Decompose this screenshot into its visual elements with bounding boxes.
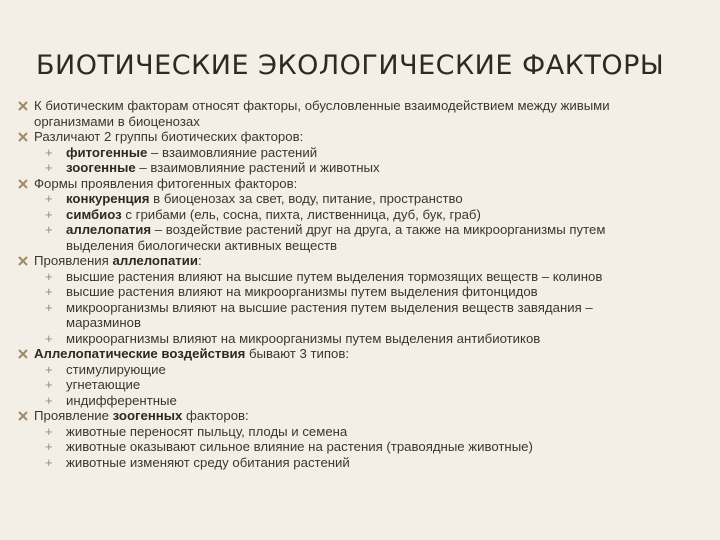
plus-icon: + [45, 284, 53, 299]
plus-icon: + [45, 330, 53, 346]
term: фитогенные [66, 144, 148, 160]
sub-bullet-item [18, 160, 708, 176]
plus-icon: + [45, 439, 53, 454]
term: зоогенных [112, 408, 183, 423]
sub-bullet-text: высшие растения влияют на высшие путем выделения тормозящих веществ – колинов [66, 268, 603, 284]
term: Аллелопатические воздействия [34, 346, 246, 361]
sub-bullet-item [18, 362, 708, 378]
bullet-text: бывают 3 типов: [245, 346, 350, 361]
bullet-text: Проявление [34, 408, 113, 423]
x-mark-icon [18, 179, 28, 189]
sub-bullet-text-cont: маразминов [66, 315, 142, 330]
sub-bullet-text: микроорагнизмы влияют на микроорганизмы путем выделения антибиотиков [66, 330, 541, 346]
sub-bullet-text: – взаимовлияние растений и животных [135, 160, 380, 175]
plus-icon: + [45, 191, 53, 206]
x-mark-icon [18, 411, 28, 421]
plus-icon: + [45, 423, 53, 439]
bullet-text-cont: организмами в биоценозах [34, 113, 200, 129]
sub-bullet-item [18, 145, 708, 161]
bullet-item [18, 253, 708, 269]
sub-bullet-text: в биоценозах за свет, воду, питание, пространство [149, 191, 463, 206]
x-mark-icon [18, 349, 28, 359]
sub-bullet-item [18, 424, 708, 440]
bullet-item [18, 346, 708, 362]
bullet-text: Формы проявления фитогенных факторов: [34, 175, 298, 191]
slide-title: БИОТИЧЕСКИЕ ЭКОЛОГИЧЕСКИЕ ФАКТОРЫ [36, 50, 665, 81]
sub-bullet-item [18, 455, 708, 471]
term: симбиоз [66, 206, 122, 222]
sub-bullet-item [18, 331, 708, 347]
bullet-text: Различают 2 группы биотических факторов: [34, 129, 304, 144]
bullet-text: : [197, 253, 202, 268]
bullet-item [18, 408, 708, 424]
sub-bullet-text: – воздействие растений друг на друга, а также на микроорганизмы путем [151, 222, 606, 237]
plus-icon: + [45, 144, 53, 160]
term: аллелопатия [66, 222, 152, 237]
sub-bullet-text: угнетающие [66, 377, 141, 392]
sub-bullet-text-cont: выделения биологически активных веществ [66, 237, 338, 253]
sub-bullet-item [18, 191, 708, 207]
bullet-text: Проявления [34, 253, 113, 268]
sub-bullet-text: высшие растения влияют на микроорганизмы путем выделения фитонцидов [66, 284, 538, 299]
sub-bullet-item [18, 284, 708, 300]
sub-bullet-text: животные переносят пыльцу, плоды и семена [66, 423, 348, 439]
sub-bullet-item [18, 393, 708, 409]
bullet-text: К биотическим факторам относят факторы, обусловленные взаимодействием между живыми [34, 98, 610, 113]
bullet-item [18, 129, 708, 145]
bullet-item [18, 98, 708, 129]
x-mark-icon [18, 256, 28, 266]
sub-bullet-text: индифферентные [66, 392, 177, 408]
plus-icon: + [45, 222, 53, 237]
plus-icon: + [45, 206, 53, 222]
plus-icon: + [45, 361, 53, 377]
bullet-item [18, 176, 708, 192]
plus-icon: + [45, 454, 53, 470]
term: аллелопатии [112, 253, 198, 268]
plus-icon: + [45, 392, 53, 408]
slide-body [18, 98, 708, 470]
sub-bullet-item [18, 269, 708, 285]
x-mark-icon [18, 132, 28, 142]
plus-icon: + [45, 377, 53, 392]
sub-bullet-text: животные оказывают сильное влияние на растения (травоядные животные) [66, 439, 533, 454]
sub-bullet-text: микроорганизмы влияют на высшие растения путем выделения веществ завядания – [66, 299, 593, 315]
sub-bullet-item [18, 300, 708, 316]
sub-bullet-text: – взаимовлияние растений [147, 144, 318, 160]
sub-bullet-item [18, 207, 708, 223]
plus-icon: + [45, 299, 53, 315]
term: конкуренция [66, 191, 150, 206]
bullet-text: факторов: [182, 408, 249, 423]
x-mark-icon [18, 101, 28, 111]
plus-icon: + [45, 160, 53, 175]
plus-icon: + [45, 268, 53, 284]
sub-bullet-text: с грибами (ель, сосна, пихта, лиственница, дуб, бук, граб) [121, 206, 481, 222]
sub-bullet-item [18, 439, 708, 455]
sub-bullet-text: животные изменяют среду обитания растений [66, 454, 350, 470]
sub-bullet-item [18, 222, 708, 238]
term: зоогенные [66, 160, 136, 175]
sub-bullet-text: стимулирующие [66, 361, 166, 377]
sub-bullet-item [18, 377, 708, 393]
